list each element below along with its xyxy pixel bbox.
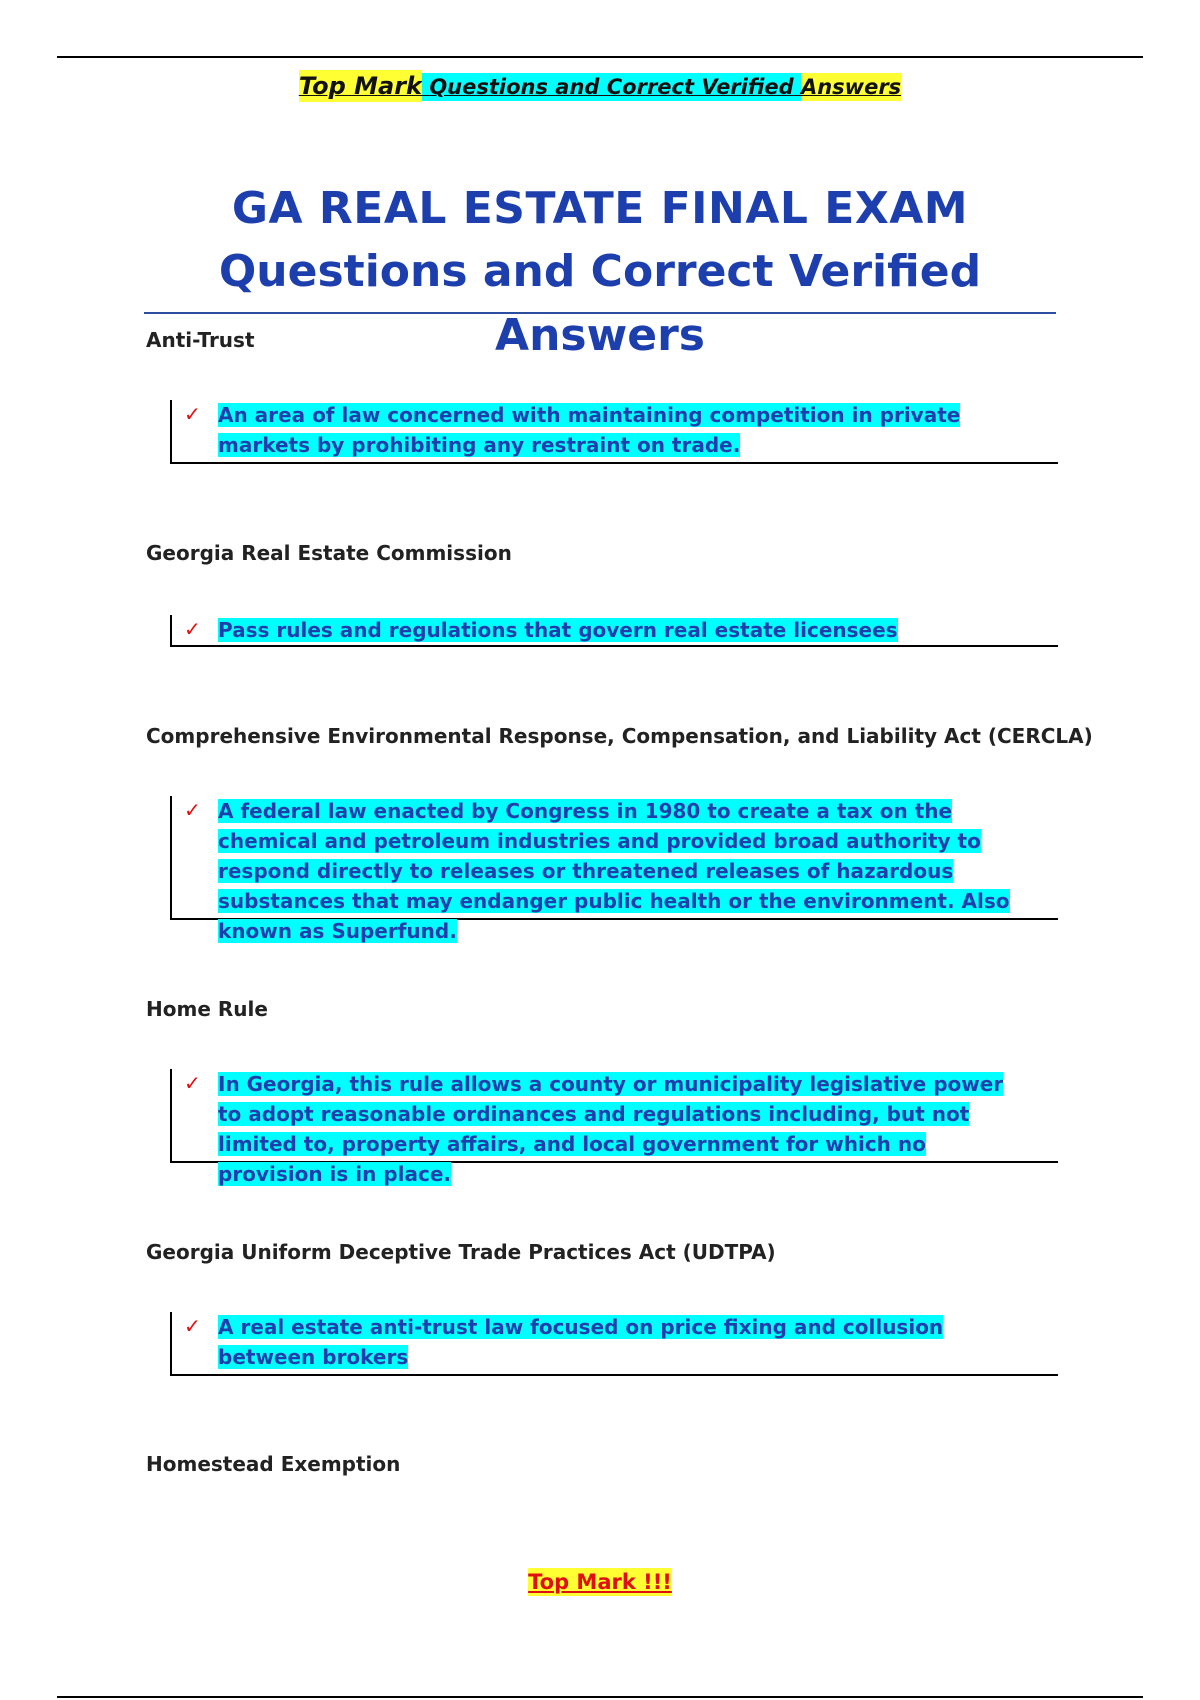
answer-udtpa: A real estate anti-trust law focused on price fixing and collusion between brokers (218, 1315, 944, 1369)
answer-box-home-rule (170, 1069, 1058, 1186)
header-banner (0, 72, 1200, 100)
top-rule (57, 56, 1143, 58)
header-top-mark: Top Mark (298, 72, 422, 100)
checkmark-icon: ✓ (184, 798, 201, 822)
term-udtpa: Georgia Uniform Deceptive Trade Practices Act (UDTPA) (146, 1240, 776, 1264)
term-georgia-real-estate-commission: Georgia Real Estate Commission (146, 541, 512, 565)
checkmark-icon: ✓ (184, 402, 201, 426)
term-home-rule: Home Rule (146, 997, 268, 1021)
answer-box-grec (170, 615, 1058, 647)
checkmark-icon: ✓ (184, 617, 201, 641)
term-anti-trust: Anti-Trust (146, 328, 255, 352)
answer-cercla: A federal law enacted by Congress in 1980 to create a tax on the chemical and petroleum industries and provided broad authority to respond directly to releases or threatened releases of hazardous substances that may endanger public health or the environment. Also known as Superfund. (218, 799, 1010, 943)
checkmark-icon: ✓ (184, 1071, 201, 1095)
answer-anti-trust: An area of law concerned with maintaining competition in private markets by prohibiting any restraint on trade. (218, 403, 961, 457)
header-subtitle: Questions and Correct Verified (422, 73, 801, 101)
term-homestead-exemption: Homestead Exemption (146, 1452, 401, 1476)
term-cercla: Comprehensive Environmental Response, Compensation, and Liability Act (CERCLA) (146, 724, 1093, 748)
answer-grec: Pass rules and regulations that govern real estate licensees (218, 618, 898, 642)
answer-box-anti-trust (170, 400, 1058, 464)
title-line-1: GA REAL ESTATE FINAL EXAM (231, 183, 969, 234)
footer-top-mark: Top Mark !!! (528, 1570, 672, 1594)
answer-box-cercla (170, 796, 1058, 943)
title-line-2: Questions and Correct Verified Answers (218, 246, 982, 361)
answer-home-rule: In Georgia, this rule allows a county or municipality legislative power to adopt reasonable ordinances and regulations including, but not limited to, property affairs, and local government for which no provision is in place. (218, 1072, 1004, 1186)
bottom-rule (57, 1696, 1143, 1698)
title-underline (144, 312, 1056, 314)
header-answers: Answers (800, 75, 902, 99)
checkmark-icon: ✓ (184, 1314, 201, 1338)
answer-box-udtpa (170, 1312, 1058, 1376)
page-title (142, 178, 1058, 368)
